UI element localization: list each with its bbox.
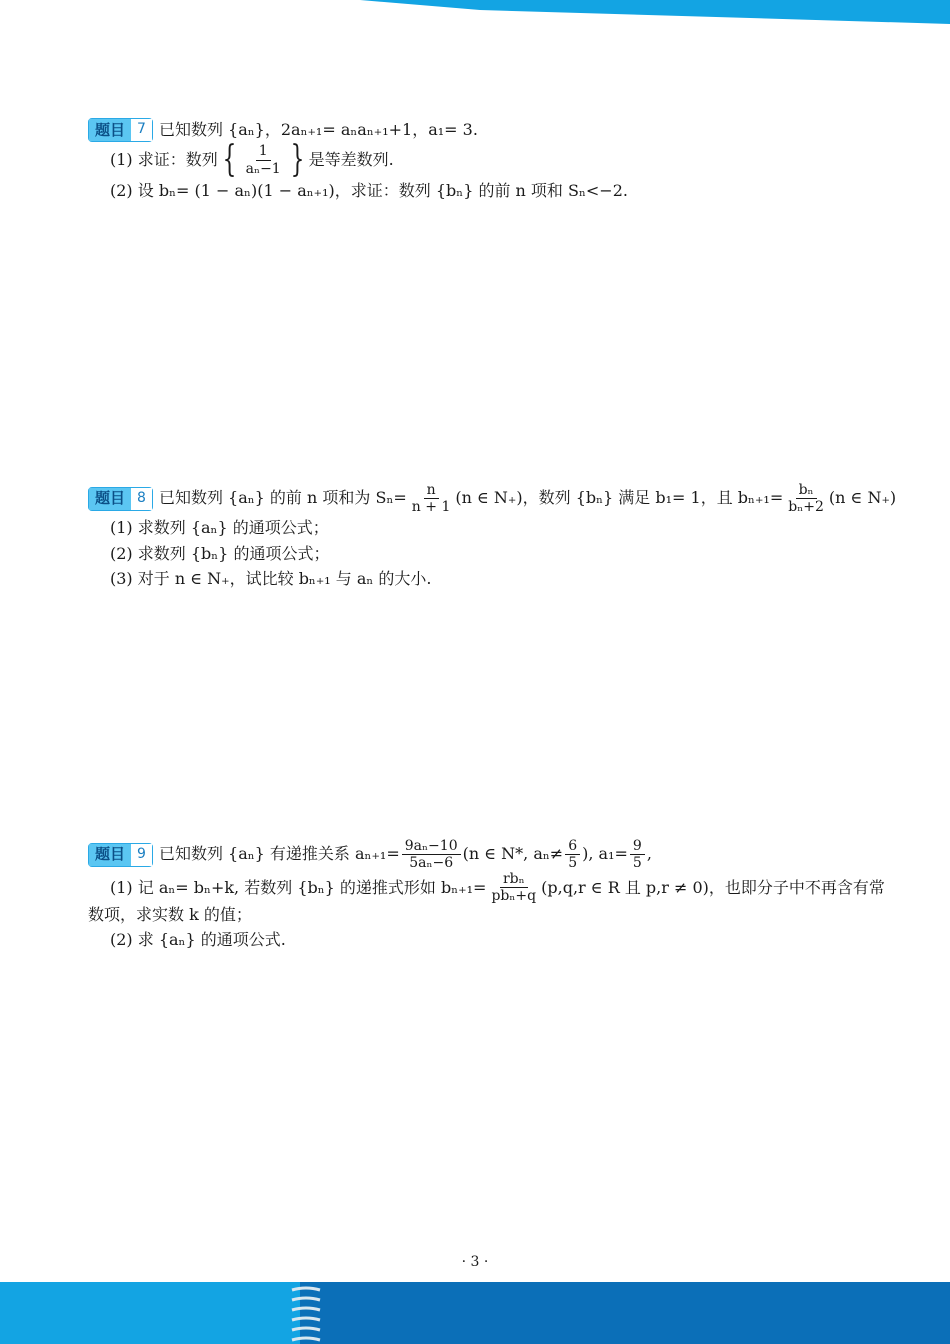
fraction <box>565 838 580 871</box>
problem-7-part-1 <box>88 139 868 180</box>
part-1-text: (1) 求证：数列 <box>110 150 218 170</box>
problem-tag-label: 题目 <box>89 488 131 510</box>
problem-tag <box>88 118 153 142</box>
problem-tag-label: 题目 <box>89 119 131 141</box>
fraction-denominator: aₙ−1 <box>245 160 281 177</box>
part-1-text-end: 是等差数列. <box>308 150 394 170</box>
stem-text: , <box>646 844 652 864</box>
stem-text: 已知数列 {aₙ} 有递推关系 aₙ₊₁= <box>158 844 400 864</box>
stem-text: (n ∈ N₊)，数列 {bₙ} 满足 b₁= 1，且 bₙ₊₁= <box>455 488 784 508</box>
part-1-text-end: 数项，求实数 k 的值； <box>88 905 252 925</box>
problem-tag <box>88 843 153 867</box>
problem-number: 8 <box>131 488 152 510</box>
problem-tag-label: 题目 <box>89 844 131 866</box>
problem-8-part-1: (1) 求数列 {aₙ} 的通项公式； <box>110 518 329 538</box>
fraction-denominator: 5 <box>632 855 642 872</box>
problem-9-stem-line <box>88 838 868 871</box>
fraction <box>630 838 645 871</box>
fraction-denominator: 5 <box>568 855 578 872</box>
right-brace: } <box>290 139 305 180</box>
problem-7-part-2 <box>88 178 868 204</box>
fraction-numerator: 9 <box>630 838 645 855</box>
fraction-numerator: 6 <box>565 838 580 855</box>
part-1-text: (1) 记 aₙ= bₙ+k, 若数列 {bₙ} 的递推式形如 bₙ₊₁= <box>110 877 487 897</box>
part-1-text-cont: (p,q,r ∈ R 且 p,r ≠ 0)，也即分子中不再含有常 <box>541 877 885 897</box>
problem-7 <box>88 118 868 204</box>
part-2-text: (2) 设 bₙ= (1 − aₙ)(1 − aₙ₊₁)，求证：数列 {bₙ} 的前 n 项和 Sₙ<−2. <box>110 181 628 200</box>
stem-text: ), a₁= <box>582 844 628 864</box>
fraction <box>402 838 461 871</box>
problem-9-part-2: (2) 求 {aₙ} 的通项公式. <box>110 929 286 949</box>
problem-7-stem: 已知数列 {aₙ}，2aₙ₊₁= aₙaₙ₊₁+1，a₁= 3. <box>158 119 478 139</box>
problem-number: 7 <box>131 119 152 141</box>
fraction-denominator: bₙ+2 <box>788 499 824 516</box>
stem-text: (n ∈ N₊) <box>828 488 897 508</box>
fraction-numerator: 1 <box>256 143 271 160</box>
problem-tag <box>88 487 153 511</box>
problem-8 <box>88 482 897 592</box>
bottom-decorative-band <box>0 1282 950 1344</box>
fraction-numerator: 9aₙ−10 <box>402 838 461 855</box>
problem-number: 9 <box>131 844 152 866</box>
fraction-denominator: pbₙ+q <box>491 888 537 905</box>
fraction <box>785 482 827 515</box>
problem-8-stem-line <box>88 482 897 516</box>
problem-7-stem-line <box>88 118 868 142</box>
problem-9-part-1 <box>88 871 885 905</box>
problem-9-part-1-continued <box>88 904 868 926</box>
problem-8-part-2: (2) 求数列 {bₙ} 的通项公式； <box>110 543 330 563</box>
page-number: · 3 · <box>461 1254 489 1270</box>
stem-text: (n ∈ N*, aₙ≠ <box>462 844 564 864</box>
fraction-denominator: n + 1 <box>411 499 451 516</box>
stem-text: 已知数列 {aₙ} 的前 n 项和为 Sₙ= <box>158 488 407 508</box>
fraction-numerator: n <box>424 482 439 499</box>
fraction <box>488 871 539 904</box>
fraction <box>409 482 454 515</box>
top-decorative-band <box>360 0 950 24</box>
problem-9 <box>88 838 885 952</box>
fraction <box>243 143 284 176</box>
fraction-denominator: 5aₙ−6 <box>409 855 454 872</box>
problem-8-part-3: (3) 对于 n ∈ N₊，试比较 bₙ₊₁ 与 aₙ 的大小. <box>110 569 432 589</box>
left-brace: { <box>222 139 237 180</box>
fraction-numerator: rbₙ <box>500 871 528 888</box>
fraction-numerator: bₙ <box>796 482 817 499</box>
